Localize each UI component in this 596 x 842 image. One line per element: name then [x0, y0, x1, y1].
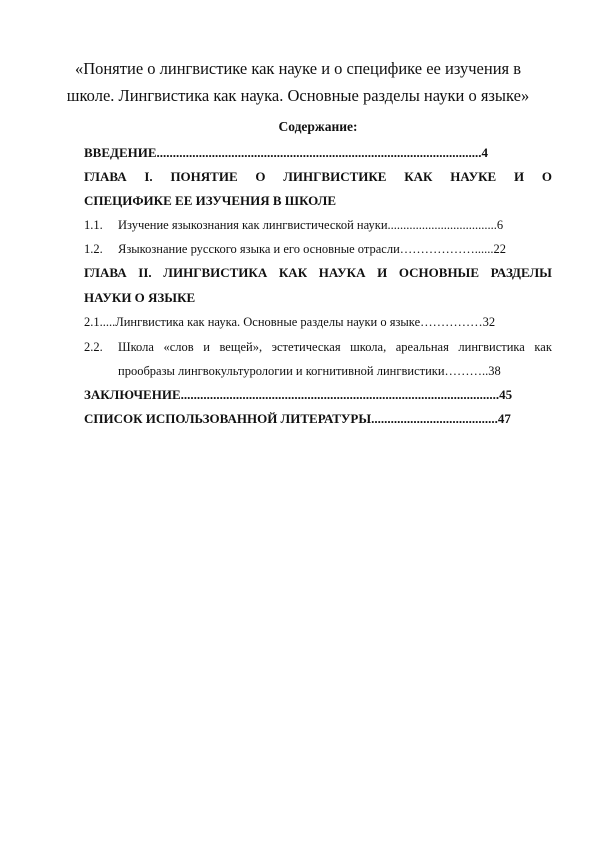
title-line-1: «Понятие о лингвистике как науке и о специфике ее изучения в — [74, 59, 522, 78]
toc-word: вещей», — [219, 340, 263, 354]
toc-leader-dots: ………………...... — [399, 242, 494, 256]
toc-word: ГЛАВА — [84, 169, 127, 184]
toc-entry-2-1 — [84, 312, 552, 332]
toc-word: ГЛАВА — [84, 265, 127, 280]
toc-word: ЛИНГВИСТИКА — [163, 265, 268, 280]
toc-page-number: 47 — [497, 411, 511, 426]
toc-entry-text: СПИСОК ИСПОЛЬЗОВАННОЙ ЛИТЕРАТУРЫ — [84, 411, 372, 426]
toc-word: эстетическая — [271, 340, 341, 354]
toc-section-number: 1.2. — [84, 242, 103, 256]
toc-word: и — [203, 340, 210, 354]
toc-page-number: 45 — [499, 387, 513, 402]
toc-word: ПОНЯТИЕ — [170, 169, 238, 184]
toc-word: II. — [138, 265, 152, 280]
toc-word: ЛИНГВИСТИКЕ — [283, 169, 387, 184]
toc-entry-text: ЗАКЛЮЧЕНИЕ — [84, 387, 181, 402]
toc-leader-dots: ................................... — [387, 218, 497, 232]
toc-word: РАЗДЕЛЫ — [490, 265, 552, 280]
toc-entry-1-1 — [84, 215, 552, 235]
toc-entry-text — [118, 337, 552, 357]
toc-word: лингвистика — [458, 340, 525, 354]
toc-word: И — [513, 169, 525, 184]
toc-page-number: 6 — [496, 218, 504, 232]
toc-entry-references — [84, 409, 552, 429]
toc-section-number: 2.1..... — [84, 315, 116, 329]
toc-entry-2-2-line-2 — [118, 361, 552, 381]
toc-chapter-2-line-2: НАУКИ О ЯЗЫКЕ — [84, 290, 196, 305]
toc-word: ОСНОВНЫЕ — [398, 265, 479, 280]
toc-leader-dots: …………… — [420, 315, 483, 329]
toc-entry-2-2-line-1 — [84, 337, 552, 357]
toc-word: КАК — [404, 169, 433, 184]
toc-page-number: 4 — [481, 145, 489, 160]
title-line-2: школе. Лингвистика как наука. Основные разделы науки о языке» — [66, 86, 530, 105]
toc-section-number: 2.2. — [84, 340, 103, 354]
document-title — [60, 55, 536, 109]
toc-heading: Содержание: — [278, 119, 358, 134]
toc-word: О — [255, 169, 266, 184]
toc-leader-dots: ……….. — [444, 364, 489, 378]
toc-entry-text: Лингвистика как наука. Основные разделы науки о языке — [115, 315, 421, 329]
toc-word: ареальная — [395, 340, 449, 354]
toc-page-number: 38 — [488, 364, 501, 378]
toc-word: «слов — [163, 340, 194, 354]
toc-leader-dots: .................................................................................................. — [180, 387, 500, 402]
toc-word: КАК — [278, 265, 308, 280]
toc-entry-1-2 — [84, 239, 552, 259]
toc-leader-dots: .................................................................................................... — [156, 145, 482, 160]
toc-entry-intro — [84, 143, 552, 163]
toc-chapter-1-line-2: СПЕЦИФИКЕ ЕЕ ИЗУЧЕНИЯ В ШКОЛЕ — [84, 193, 336, 208]
toc-word: НАУКА — [318, 265, 366, 280]
toc-chapter-2-line-1 — [84, 263, 552, 283]
toc-word: I. — [144, 169, 153, 184]
toc-page-number: 22 — [493, 242, 507, 256]
toc-entry-conclusion — [84, 385, 552, 405]
toc-entry-text: ВВЕДЕНИЕ — [84, 145, 157, 160]
toc-chapter-1-line-1 — [84, 167, 552, 187]
toc-word: НАУКЕ — [450, 169, 497, 184]
toc-word: О — [541, 169, 552, 184]
toc-leader-dots: ....................................... — [371, 411, 498, 426]
toc-entry-text: прообразы лингвокультурологии и когнитивной лингвистики — [118, 364, 445, 378]
toc-word: И — [377, 265, 388, 280]
toc-word: Школа — [118, 340, 154, 354]
toc-page-number: 32 — [482, 315, 496, 329]
toc-word: как — [534, 340, 552, 354]
toc-section-number: 1.1. — [84, 218, 103, 232]
toc-word: школа, — [350, 340, 387, 354]
toc-entry-text: Языкознание русского языка и его основные отрасли — [118, 242, 400, 256]
toc-entry-text: Изучение языкознания как лингвистической науки — [118, 218, 388, 232]
